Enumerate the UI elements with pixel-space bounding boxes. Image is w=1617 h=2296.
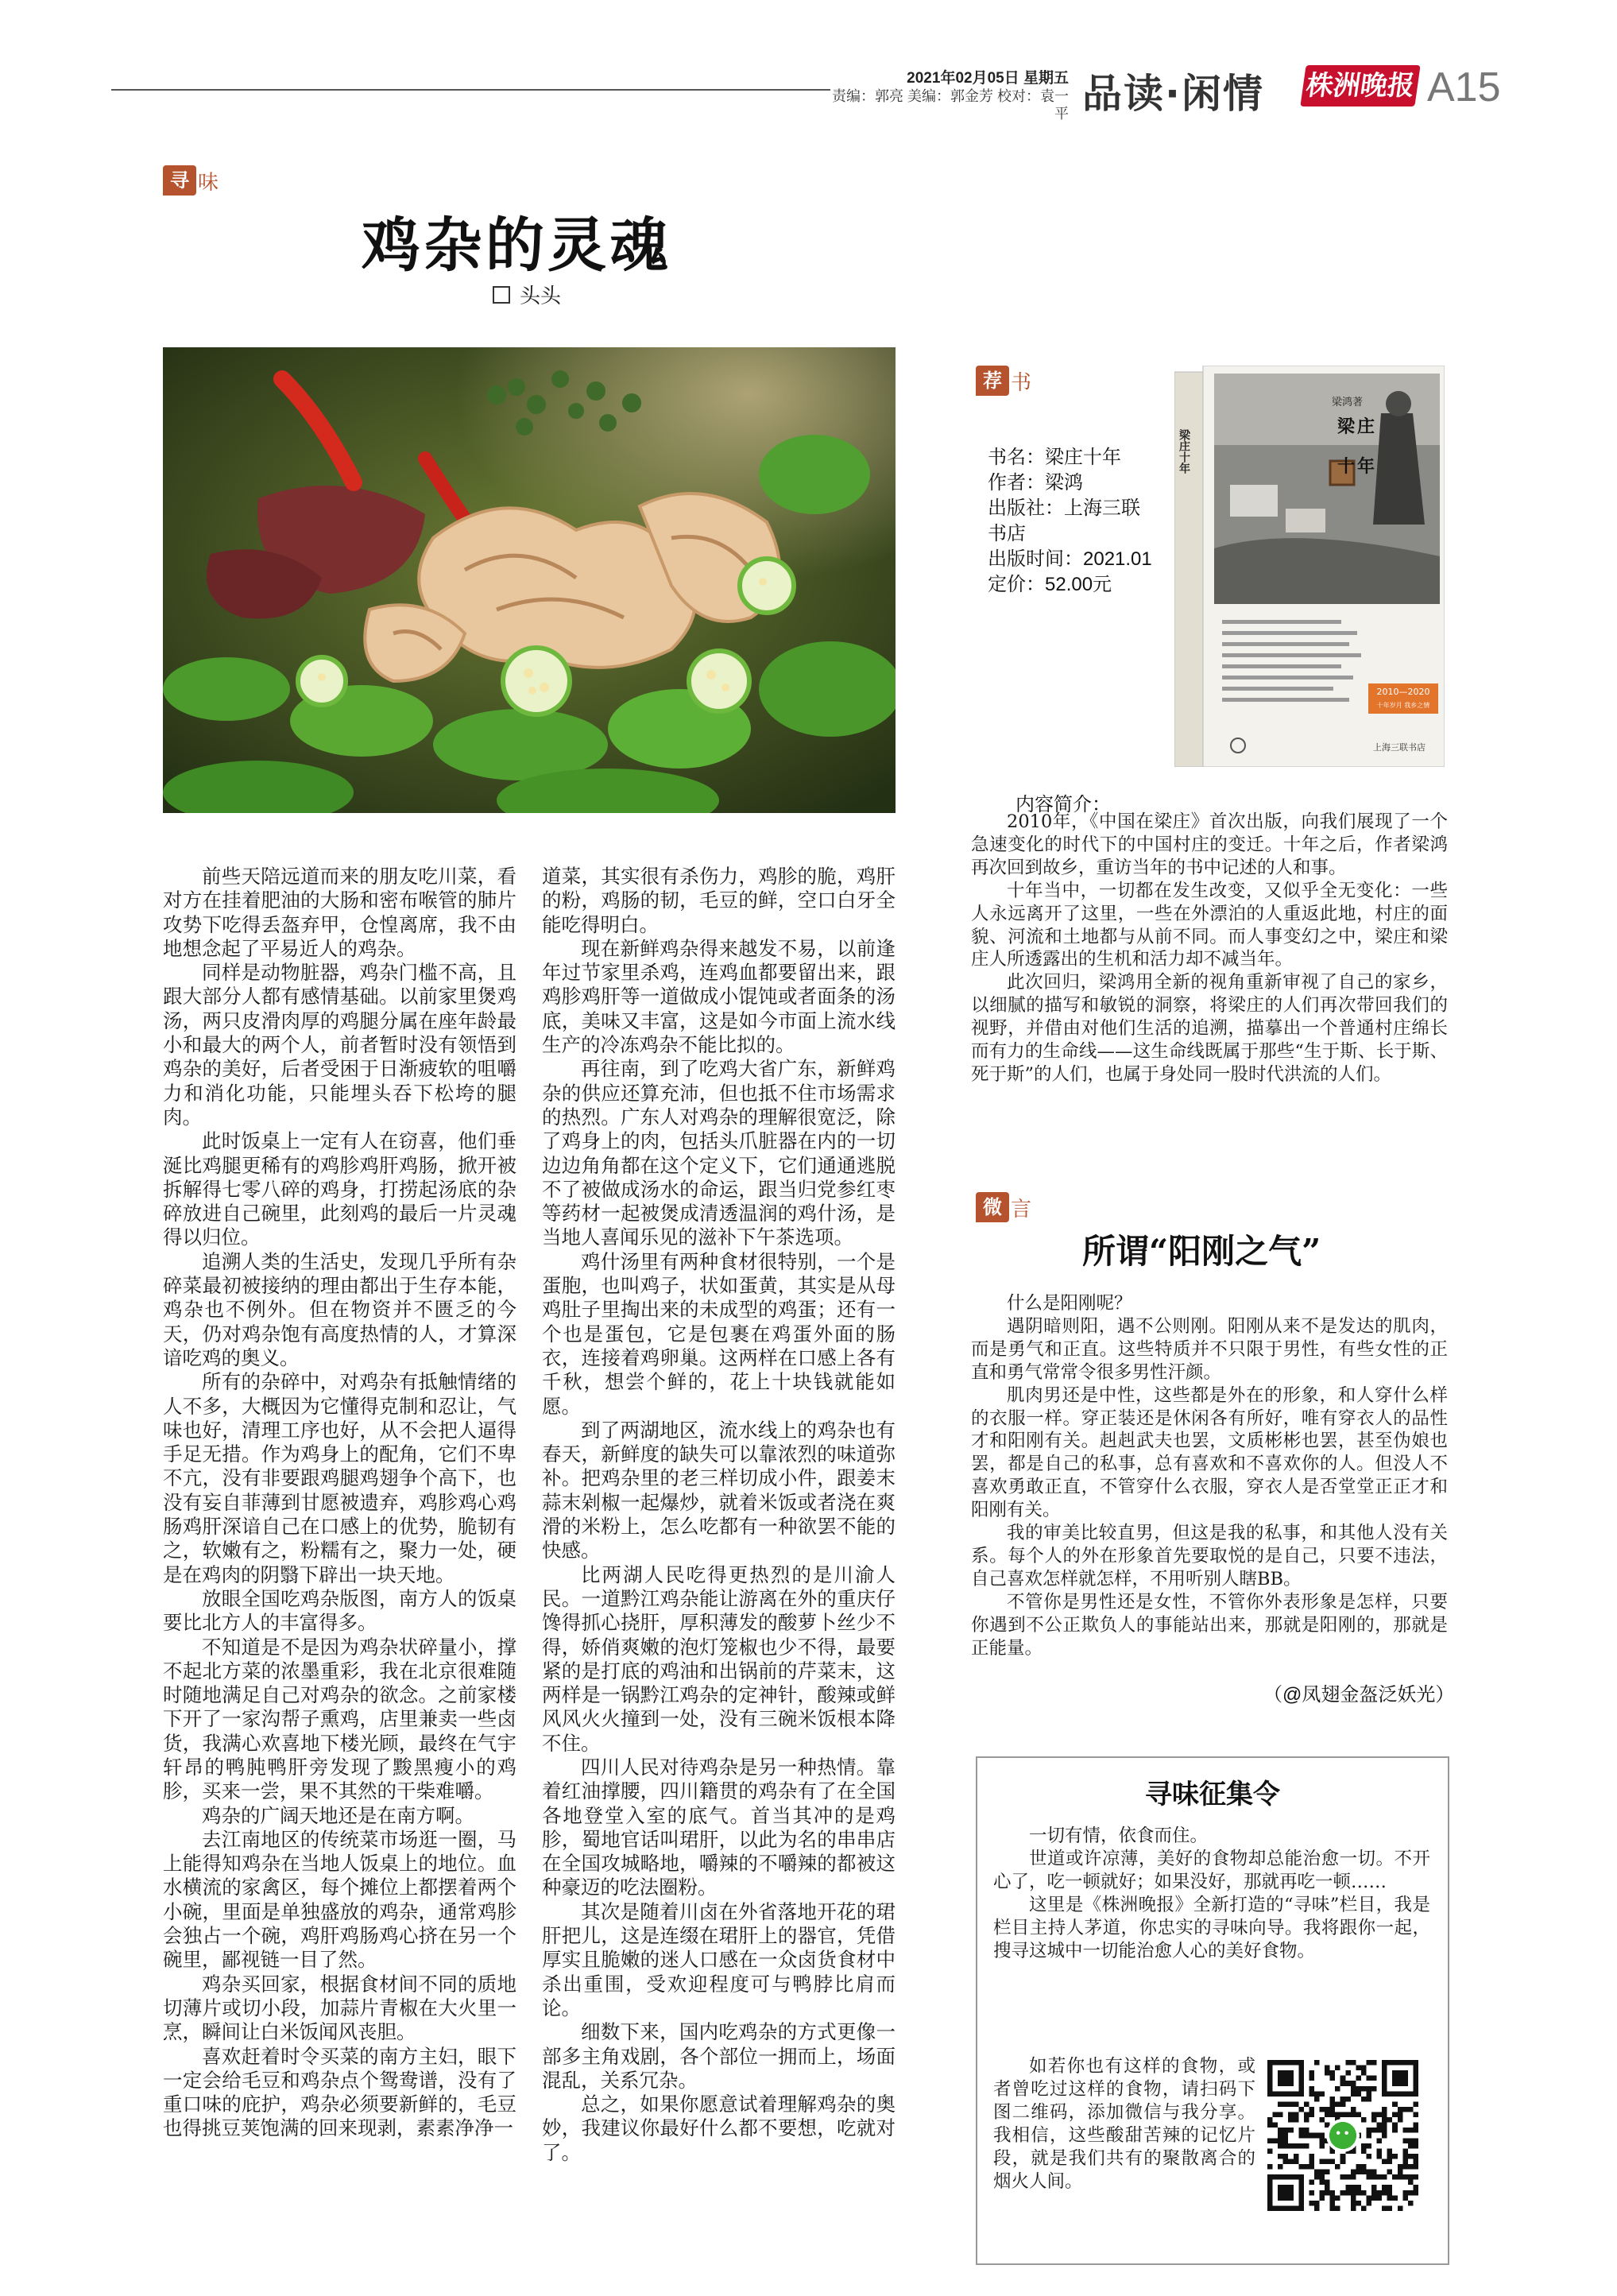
- cover-title-char: 梁: [1337, 416, 1356, 437]
- paragraph: 比两湖人民吃得更热烈的是川渝人民。一道黔江鸡杂能让游离在外的重庆仔馋得抓心挠肝，厚积薄发的酸萝卜丝少不得，娇俏爽嫩的泡灯笼椒也少不得，最要紧的是打底的鸡油和出锅前的芹菜末，这两样是一锅黔江鸡杂的定神针，酸辣或鲜风风火火撞到一处，没有三碗米饭根本降不住。: [542, 1562, 896, 1755]
- byline-square-icon: [493, 286, 510, 304]
- intro-label: 内容简介：: [1015, 794, 1111, 815]
- book-author-line: 作者：梁鸿: [988, 472, 1083, 494]
- byline-author: 头头: [520, 285, 562, 308]
- article-title: 鸡杂的灵魂: [362, 211, 671, 280]
- paragraph: 到了两湖地区，流水线上的鸡杂也有春天，新鲜度的缺失可以靠浓烈的味道弥补。把鸡杂里的老三样切成小件，跟姜末蒜末剁椒一起爆炒，就着米饭或者浇在爽滑的米粉上，怎么吃都有一种欲罢不能的快感。: [542, 1418, 896, 1562]
- paragraph: 一切有情，依食而住。: [1029, 1826, 1209, 1846]
- paragraph: 总之，如果你愿意试着理解鸡杂的奥妙，我建议你最好什么都不要想，吃就对了。: [542, 2093, 896, 2164]
- header-rule: [111, 89, 830, 91]
- column-tag-xunwei: [163, 165, 219, 196]
- page-number: A15: [1427, 64, 1501, 110]
- paragraph: 肌肉男还是中性，这些都是外在的形象，和人穿什么样的衣服一样。穿正装还是休闲各有所好，唯有穿衣人的品性才和阳刚有关。赳赳武夫也罢，文质彬彬也罢，甚至伪娘也罢，都是自己的私事，总有喜欢和不喜欢你的人。但没人不喜欢勇敢正直，不管穿什么衣服，穿衣人是否堂堂正正才和阳刚有关。: [971, 1384, 1448, 1521]
- paragraph: 此次回归，梁鸿用全新的视角重新审视了自己的家乡，以细腻的描写和敏锐的洞察，将梁庄的人们再次带回我们的视野，并借由对他们生活的追溯，描摹出一个普通村庄绵长而有力的生命线——这生命线既属于那些“生于斯、长于斯、死于斯”的人们，也属于身处同一股时代洪流的人们。: [971, 972, 1448, 1085]
- paragraph: 不管你是男性还是女性，不管你外表形象是怎样，只要你遇到不公正欺负人的事能站出来，那就是阳刚的，那就是正能量。: [971, 1591, 1448, 1659]
- paragraph: 所有的杂碎中，对鸡杂有抵触情绪的人不多，大概因为它懂得克制和忍让，气味也好，清理工序也好，从不会把人逼得手足无措。作为鸡身上的配角，它们不卑不亢，没有非要跟鸡腿鸡翅争个高下，也没有妄自菲薄到甘愿被遗弃，鸡胗鸡心鸡肠鸡肝深谙自己在口感上的优势，脆韧有之，软嫩有之，粉糯有之，聚力一处，硬是在鸡肉的阴翳下辟出一块天地。: [163, 1370, 516, 1586]
- tag-box: 荐: [976, 366, 1009, 396]
- paragraph: 追溯人类的生活史，发现几乎所有杂碎菜最初被接纳的理由都出于生存本能，鸡杂也不例外。但在物资并不匮乏的今天，仍对鸡杂饱有高度热情的人，才算深谙吃鸡的奥义。: [163, 1249, 516, 1369]
- paragraph: 去江南地区的传统菜市场逛一圈，马上能得知鸡杂在当地人饭桌上的地位。血水横流的家禽区，每个摊位上都摆着两个小碗，里面是单独盛放的鸡杂，通常鸡胗会独占一个碗，鸡肝鸡肠鸡心挤在另一个碗里，鄙视链一目了然。: [163, 1827, 516, 1972]
- recruit-text-top: [993, 1825, 1430, 1963]
- paragraph: 鸡杂买回家，根据食材间不同的质地切薄片或切小段，加蒜片青椒在大火里一烹，瞬间让白米饭闻风丧胆。: [163, 1972, 516, 2044]
- cover-badge-sub: 十年岁月 我乡之情: [1376, 702, 1430, 709]
- paragraph: 四川人民对待鸡杂是另一种热情。靠着红油撑腰，四川籍贯的鸡杂有了在全国各地登堂入室的底气。首当其冲的是鸡胗，蜀地官话叫珺肝，以此为名的串串店在全国攻城略地，嚼辣的不嚼辣的都被这种豪迈的吃法圈粉。: [542, 1755, 896, 1899]
- paragraph: 什么是阳刚呢？: [1007, 1293, 1132, 1314]
- paragraph: 鸡什汤里有两种食材很特别，一个是蛋胞，也叫鸡子，状如蛋黄，其实是从母鸡肚子里掏出来的未成型的鸡蛋；还有一个也是蛋包，它是包裹在鸡蛋外面的肠衣，连接着鸡卵巢。这两样在口感上各有千秋，想尝个鲜的，花上十块钱就能如愿。: [542, 1249, 896, 1418]
- cover-spine: 梁庄十年: [1178, 429, 1190, 474]
- column-tag-jianshu: [976, 366, 1031, 396]
- paragraph: 鸡杂的广阔天地还是在南方啊。: [202, 1803, 474, 1827]
- cover-author: 梁鸿著: [1332, 397, 1364, 408]
- recruit-title: 寻味征集令: [1145, 1779, 1280, 1810]
- paragraph: 喜欢赶着时令买菜的南方主妇，眼下一定会给毛豆和鸡杂点个鸳鸯谱，没有了重口味的庇护，鸡杂必须要新鲜的，毛豆也得挑豆荚饱满的回来现剥，素素净净一: [163, 2044, 516, 2140]
- paragraph: 此时饭桌上一定有人在窃喜，他们垂涎比鸡腿更稀有的鸡胗鸡肝鸡肠，掀开被拆解得七零八碎的鸡身，打捞起汤底的杂碎放进自己碗里，此刻鸡的最后一片灵魂得以归位。: [163, 1129, 516, 1249]
- tag-box: 寻: [163, 165, 196, 196]
- paragraph: 不知道是不是因为鸡杂状碎量小，撑不起北方菜的浓墨重彩，我在北京很难随时随地满足自己对鸡杂的欲念。之前家楼下开了一家沟帮子熏鸡，店里兼卖一些卤货，我满心欢喜地下楼光顾，最终在气宇轩昂的鸭肫鸭肝旁发现了黢黑瘦小的鸡胗，买来一尝，果不其然的干柴难嚼。: [163, 1635, 516, 1803]
- cover-badge-years: 2010—2020: [1376, 687, 1430, 697]
- paragraph: 再往南，到了吃鸡大省广东，新鲜鸡杂的供应还算充沛，但也抵不住市场需求的热烈。广东人对鸡杂的理解很宽泛，除了鸡身上的肉，包括头爪脏器在内的一切边边角角都在这个定义下，它们通通逃脱不了被做成汤水的命运，跟当归党参红枣等药材一起被煲成清透温润的鸡什汤，是当地人喜闻乐见的滋补下午茶选项。: [542, 1057, 896, 1249]
- tag-rest: 言: [1011, 1197, 1032, 1222]
- tag-rest: 书: [1011, 370, 1032, 395]
- newspaper-logo: 株洲晚报: [1300, 65, 1420, 106]
- food-photo: [163, 347, 896, 813]
- article-column-2: [542, 865, 896, 2165]
- weiyan-text: [971, 1292, 1448, 1660]
- wechat-qr-code[interactable]: [1267, 2060, 1418, 2211]
- paragraph: 现在新鲜鸡杂得来越发不易，以前逢年过节家里杀鸡，连鸡血都要留出来，跟鸡胗鸡肝等一道做成小馄饨或者面条的汤底，美味又丰富，这是如今市面上流水线生产的冷冻鸡杂不能比拟的。: [542, 936, 896, 1057]
- cover-title-char: 庄: [1357, 416, 1375, 437]
- book-info: [988, 445, 1155, 598]
- chicken-giblets-image: [163, 347, 896, 813]
- paragraph: 如若你也有这样的食物，或者曾吃过这样的食物，请扫码下图二维码，添加微信与我分享。我相信，这些酸甜苦辣的记忆片段，就是我们共有的聚散离合的烟火人间。: [993, 2056, 1255, 2192]
- paragraph: 其次是随着川卤在外省落地开花的珺肝把儿，这是连缀在珺肝上的器官，凭借厚实且脆嫩的迷人口感在一众卤货食材中杀出重围，受欢迎程度可与鸭脖比肩而论。: [542, 1899, 896, 2019]
- paragraph: 世道或许凉薄，美好的食物却总能治愈一切。不开心了，吃一顿就好；如果没好，那就再吃一顿……: [993, 1849, 1430, 1892]
- paragraph: 同样是动物脏器，鸡杂门槛不高，且跟大部分人都有感情基础。以前家里煲鸡汤，两只皮滑肉厚的鸡腿分属在座年龄最小和最大的两个人，前者暂时没有领悟到鸡杂的美好，后者受困于日渐疲软的咀嚼力和消化功能，只能埋头吞下松垮的腿肉。: [163, 961, 516, 1129]
- tag-rest: 味: [198, 170, 219, 195]
- recruit-text-bottom: [993, 2055, 1255, 2193]
- book-date-line: 出版时间：2021.01: [988, 548, 1152, 570]
- article-column-1: [163, 865, 516, 2141]
- cover-title-char: 十: [1337, 456, 1356, 477]
- cover-publisher: 上海三联书店: [1373, 742, 1426, 753]
- paragraph: 遇阴暗则阳，遇不公则刚。阳刚从来不是发达的肌肉，而是勇气和正直。这些特质并不只限于男性，有些女性的正直和勇气常常令很多男性汗颜。: [971, 1315, 1448, 1383]
- paragraph: 2010年，《中国在梁庄》首次出版，向我们展现了一个急速变化的时代下的中国村庄的变迁。十年之后，作者梁鸿再次回到故乡，重访当年的书中记述的人和事。: [971, 811, 1448, 878]
- book-publisher-line: 出版社：上海三联书店: [988, 498, 1140, 544]
- weiyan-title: 所谓“阳刚之气”: [1082, 1232, 1321, 1271]
- section-title: 品读·闲情: [1082, 71, 1264, 117]
- paragraph: 这里是《株洲晚报》全新打造的“寻味”栏目，我是栏目主持人茅道，你忠实的寻味向导。我将跟你一起，搜寻这城中一切能治愈人心的美好食物。: [993, 1895, 1430, 1961]
- paragraph: 细数下来，国内吃鸡杂的方式更像一部多主角戏剧，各个部位一拥而上，场面混乱，关系冗杂。: [542, 2020, 896, 2092]
- book-price-line: 定价：52.00元: [988, 574, 1112, 595]
- issue-date: 2021年02月05日 星期五: [907, 70, 1069, 87]
- byline: [493, 280, 561, 309]
- tag-box: 微: [976, 1192, 1009, 1222]
- weiyan-signature: （@凤翅金盔泛妖光）: [1263, 1684, 1455, 1706]
- cover-title-char: 年: [1357, 456, 1375, 477]
- paragraph: 道菜，其实很有杀伤力，鸡胗的脆，鸡肝的粉，鸡肠的韧，毛豆的鲜，空口白牙全能吃得明白。: [542, 865, 896, 936]
- paragraph: 十年当中，一切都在发生改变，又似乎全无变化：一些人永远离开了这里，一些在外漂泊的人重返此地，村庄的面貌、河流和土地都与从前不同。而人事变幻之中，梁庄和梁庄人所透露出的生机和活力却不减当年。: [971, 880, 1448, 970]
- paragraph: 前些天陪远道而来的朋友吃川菜，看对方在挂着肥油的大肠和密布喉管的肺片攻势下吃得丢盔弃甲，仓惶离席，我不由地想念起了平易近人的鸡杂。: [163, 865, 516, 960]
- book-intro: [971, 811, 1448, 1086]
- paragraph: 我的审美比较直男，但这是我的私事，和其他人没有关系。每个人的外在形象首先要取悦的是自己，只要不违法，自己喜欢怎样就怎样，不用听别人瞎BB。: [971, 1523, 1448, 1589]
- column-tag-weiyan: [976, 1192, 1031, 1222]
- editor-credits: 责编：郭亮 美编：郭金芳 校对：袁一平: [831, 88, 1069, 122]
- paragraph: 放眼全国吃鸡杂版图，南方人的饭桌要比北方人的丰富得多。: [163, 1586, 516, 1635]
- book-title-line: 书名：梁庄十年: [988, 447, 1121, 468]
- book-cover: [1174, 366, 1445, 767]
